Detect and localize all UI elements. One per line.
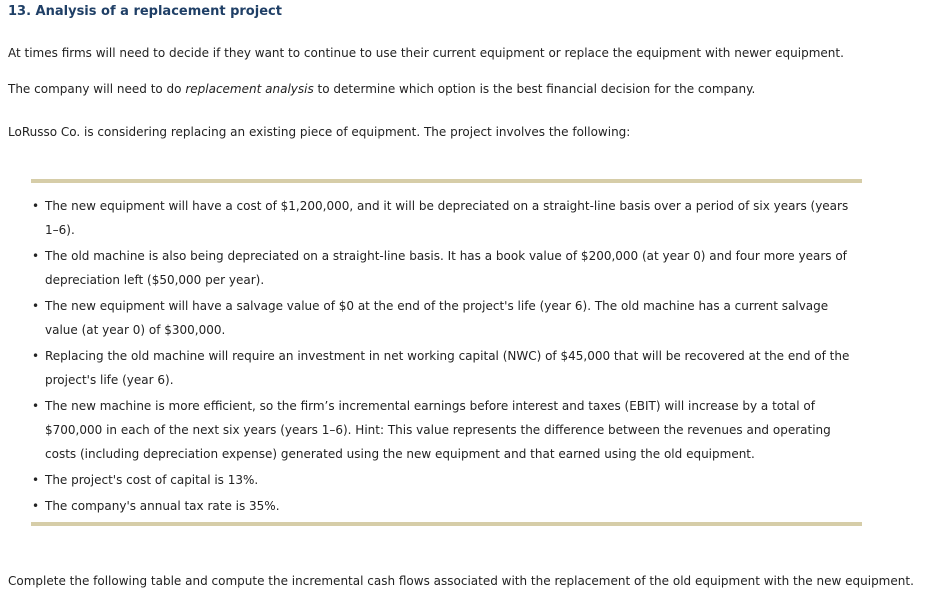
intro-2-before: The company will need to do	[8, 82, 186, 96]
list-item-text: Replacing the old machine will require an investment in net working capital (NWC) of $45,000 that will be recovered at the end of the project's life (year 6).	[45, 349, 850, 387]
bullet-icon: •	[32, 199, 40, 213]
intro-paragraph-1: At times firms will need to decide if they want to continue to use their current equipment or replace the equipment with newer equipment.	[8, 46, 844, 60]
list-item-text: The new equipment will have a cost of $1,200,000, and it will be depreciated on a straight-line basis over a period of six years (years 1–6).	[45, 199, 849, 237]
project-details-box	[31, 179, 862, 526]
bullet-icon: •	[32, 473, 40, 487]
bullet-icon: •	[32, 249, 40, 263]
question-title: 13. Analysis of a replacement project	[8, 4, 282, 19]
intro-paragraph-2	[8, 81, 755, 97]
bullet-icon: •	[32, 349, 40, 363]
bullet-icon: •	[32, 299, 40, 313]
intro-2-after: to determine which option is the best financial decision for the company.	[313, 82, 756, 96]
list-item	[31, 244, 862, 292]
list-item	[31, 394, 862, 466]
list-item-text: The company's annual tax rate is 35%.	[45, 499, 280, 513]
project-details-list	[31, 194, 862, 520]
list-item-text: The old machine is also being depreciated on a straight-line basis. It has a book value of $200,000 (at year 0) and four more years of depreciation left ($50,000 per year).	[45, 249, 847, 287]
list-item-text: The new equipment will have a salvage value of $0 at the end of the project's life (year 6). The old machine has a current salvage value (at year 0) of $300,000.	[45, 299, 829, 337]
list-item-text: The new machine is more efficient, so the firm’s incremental earnings before interest and taxes (EBIT) will increase by a total of $700,000 in each of the next six years (years 1–6). Hint: This value represents the difference between the revenues and operating costs (including depreciation expense) generated using the new equipment and that earned using the old equipment.	[45, 399, 831, 461]
intro-2-italic-term: replacement analysis	[185, 82, 314, 96]
list-item	[31, 468, 862, 492]
list-item	[31, 494, 862, 518]
intro-paragraph-3: LoRusso Co. is considering replacing an existing piece of equipment. The project involves the following:	[8, 125, 631, 139]
list-item-text: The project's cost of capital is 13%.	[45, 473, 259, 487]
list-item	[31, 344, 862, 392]
list-item	[31, 294, 862, 342]
closing-instruction: Complete the following table and compute the incremental cash flows associated with the replacement of the old equipment with the new equipment.	[8, 574, 914, 588]
list-item	[31, 194, 862, 242]
bullet-icon: •	[32, 499, 40, 513]
bullet-icon: •	[32, 399, 40, 413]
